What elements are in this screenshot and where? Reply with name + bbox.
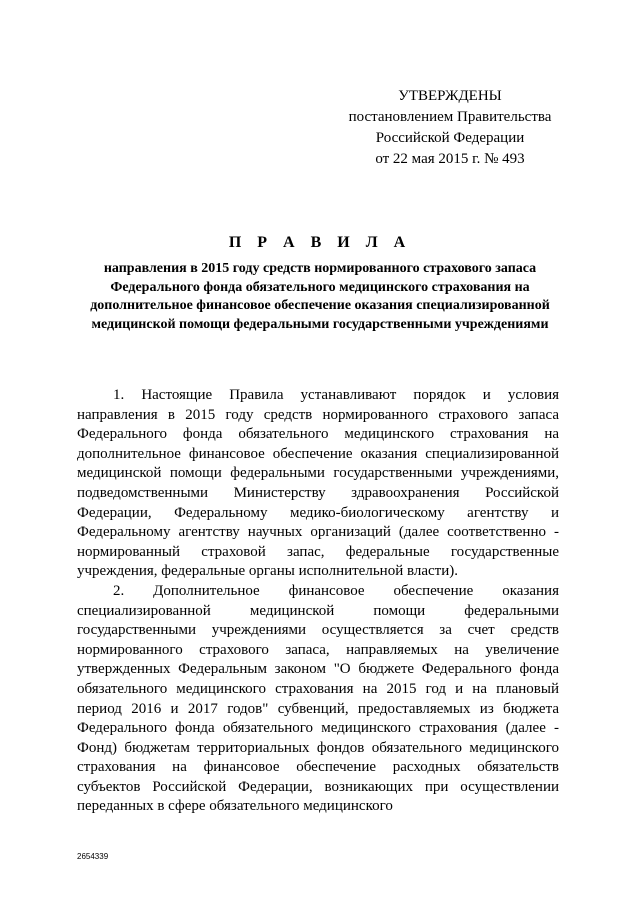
approval-heading: УТВЕРЖДЕНЫ (398, 88, 502, 104)
paragraph-2: 2. Дополнительное финансовое обеспечение оказания специализированной медицинской помощи федеральными государственными учреждениями осуществляется за счет средств нормированного страхового запаса, направляемых на увеличение утвержденных Федеральным законом "О бюджете Федерального фонда обязательного медицинского страхования на 2015 год и на плановый период 2016 и 2017 годов" субвенций, предоставляемых из бюджета Федерального фонда обязательного медицинского страхования (далее - Фонд) бюджетам территориальных фондов обязательного медицинского страхования на финансовое обеспечение расходных обязательств субъектов Российской Федерации, возникающих при осуществлении переданных в сфере обязательного медицинского (77, 582, 559, 815)
approval-date-line: от 22 мая 2015 г. № 493 (375, 151, 525, 167)
paragraph-1: 1. Настоящие Правила устанавливают порядок и условия направления в 2015 году средств нормированного страхового запаса Федерального фонда обязательного медицинского страхования на дополнительное финансовое обеспечение оказания специализированной медицинской помощи федеральными государственными учреждениями, подведомственными Министерству здравоохранения Российской Федерации, Федеральному медико-биологическому агентству и Федеральному агентству научных организаций (далее соответственно - нормированный страховой запас, федеральные государственные учреждения, федеральные органы исполнительной власти). (77, 387, 559, 580)
document-body (77, 386, 559, 817)
approval-line: постановлением Правительства (348, 109, 552, 125)
document-subtitle: направления в 2015 году средств нормированного страхового запаса Федерального фонда обязательного медицинского страхования на дополнительное финансовое обеспечение оказания специализированной медицинской помощи федеральными государственными учреждениями (90, 261, 550, 332)
document-number: 2654339 (77, 852, 109, 861)
document-title: П Р А В И Л А (228, 234, 412, 251)
approval-stamp (340, 86, 560, 170)
approval-line: Российской Федерации (375, 130, 525, 146)
